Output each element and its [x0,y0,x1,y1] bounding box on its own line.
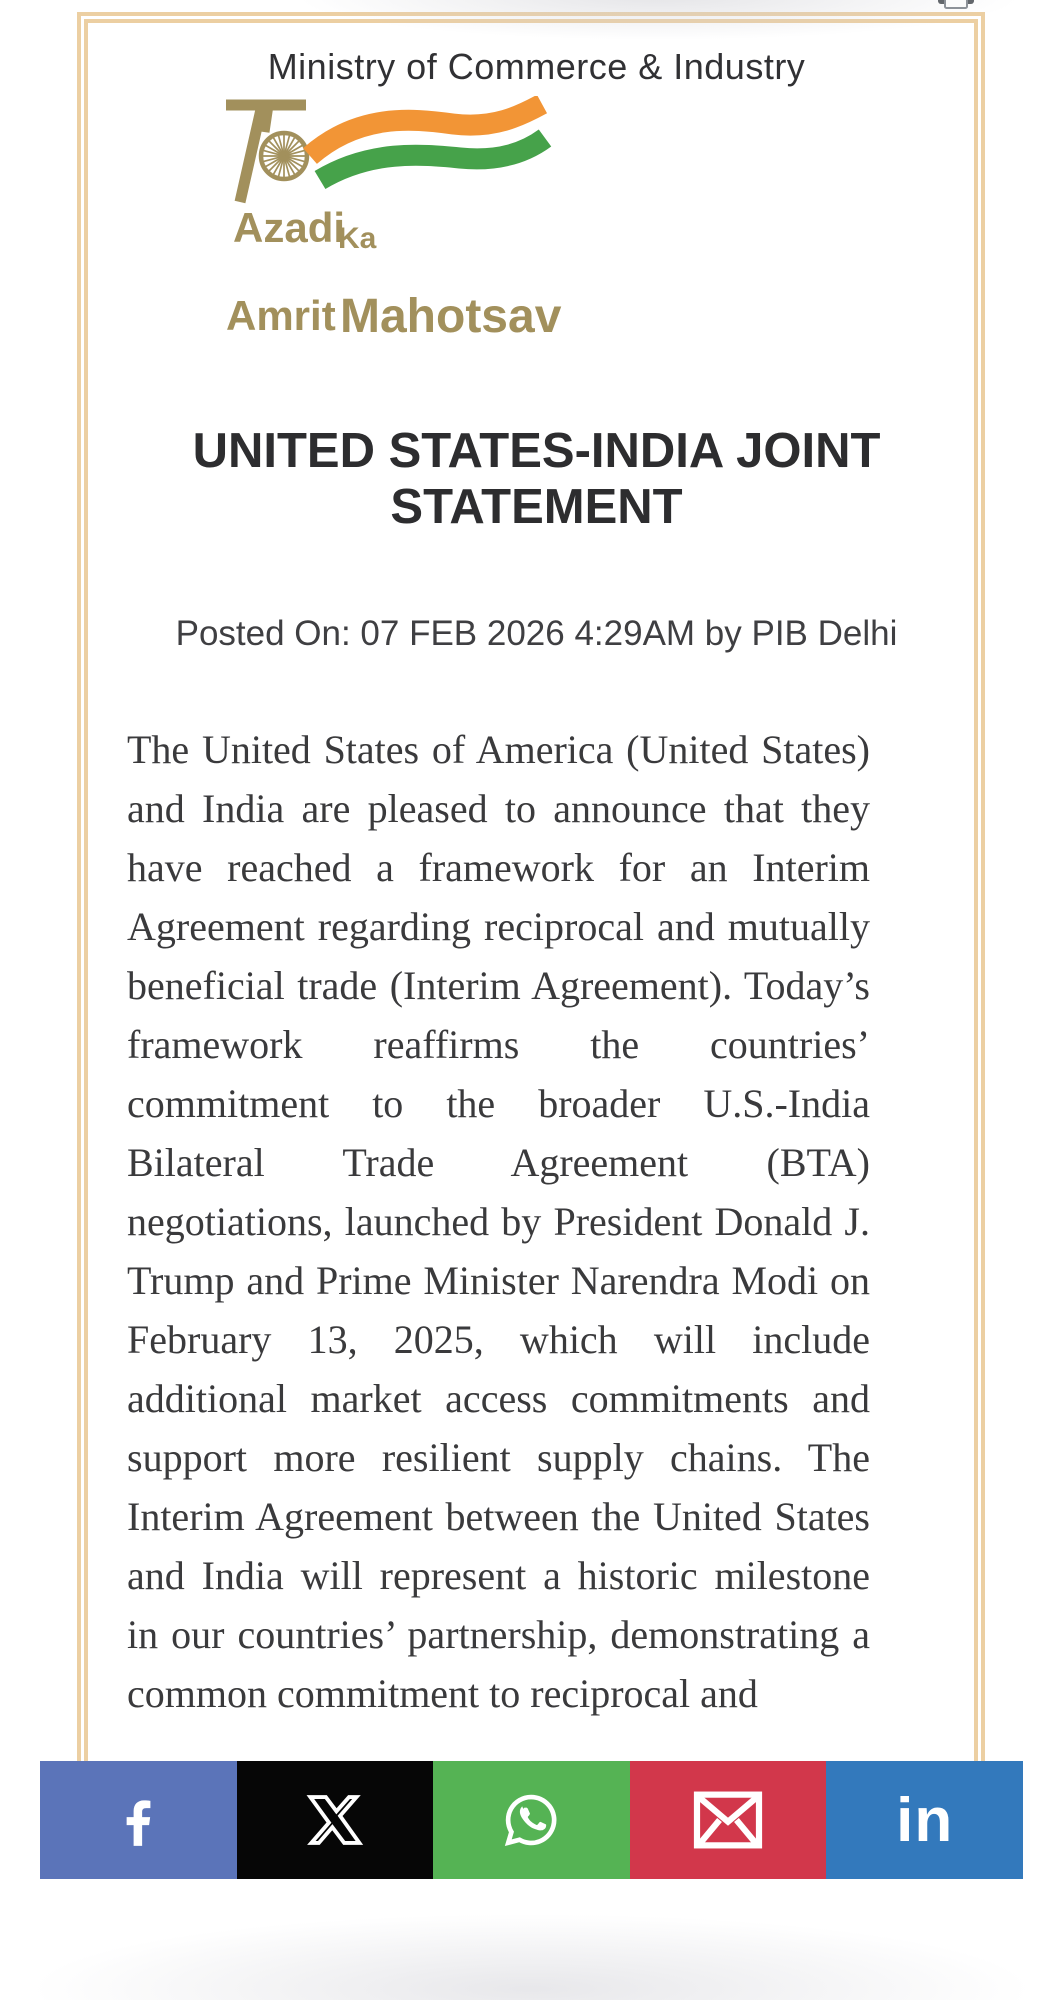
posted-on-line: Posted On: 07 FEB 2026 4:29AM by PIB Delhi [175,614,898,653]
svg-text:Ka: Ka [338,222,377,255]
svg-text:Azadi: Azadi [233,204,346,251]
whatsapp-icon [497,1786,565,1854]
printer-icon [935,0,977,12]
share-bar [40,1761,1023,1879]
article-body: The United States of America (United States) and India are pleased to announce that they have reached a framework for an Interim Agreement regarding reciprocal and mutually beneficial trade (Interim Agreement). Today’s framework reaffirms the countries’ commitment to the broader U.S.-India Bilateral Trade Agreement (BTA) negotiations, launched by President Donald J. Trump and Prime Minister Narendra Modi on February 13, 2025, which will include additional market access commitments and support more resilient supply chains. The Interim Agreement between the United States and India will represent a historic milestone in our countries’ partnership, demonstrating a common commitment to reciprocal and [127,727,870,1716]
email-share-button[interactable] [630,1761,827,1879]
x-share-button[interactable] [237,1761,434,1879]
svg-text:Amrit: Amrit [226,292,336,333]
print-button[interactable] [935,0,977,12]
svg-text:Mahotsav: Mahotsav [340,290,562,333]
azadi-ka-amrit-mahotsav-logo [218,96,598,333]
whatsapp-share-button[interactable] [433,1761,630,1879]
linkedin-share-button[interactable] [826,1761,1023,1879]
logo-wordmark [226,204,562,333]
ashoka-chakra-icon [261,133,307,179]
ministry-name: Ministry of Commerce & Industry [267,46,806,87]
flag-ribbon-icon [310,104,545,180]
page-title-text: UNITED STATES-INDIA JOINT STATEMENT [192,423,881,534]
x-icon [306,1791,364,1849]
page-title [88,423,985,535]
email-icon [691,1789,765,1851]
facebook-share-button[interactable] [40,1761,237,1879]
linkedin-icon: in [896,1785,954,1855]
facebook-icon [107,1784,169,1856]
